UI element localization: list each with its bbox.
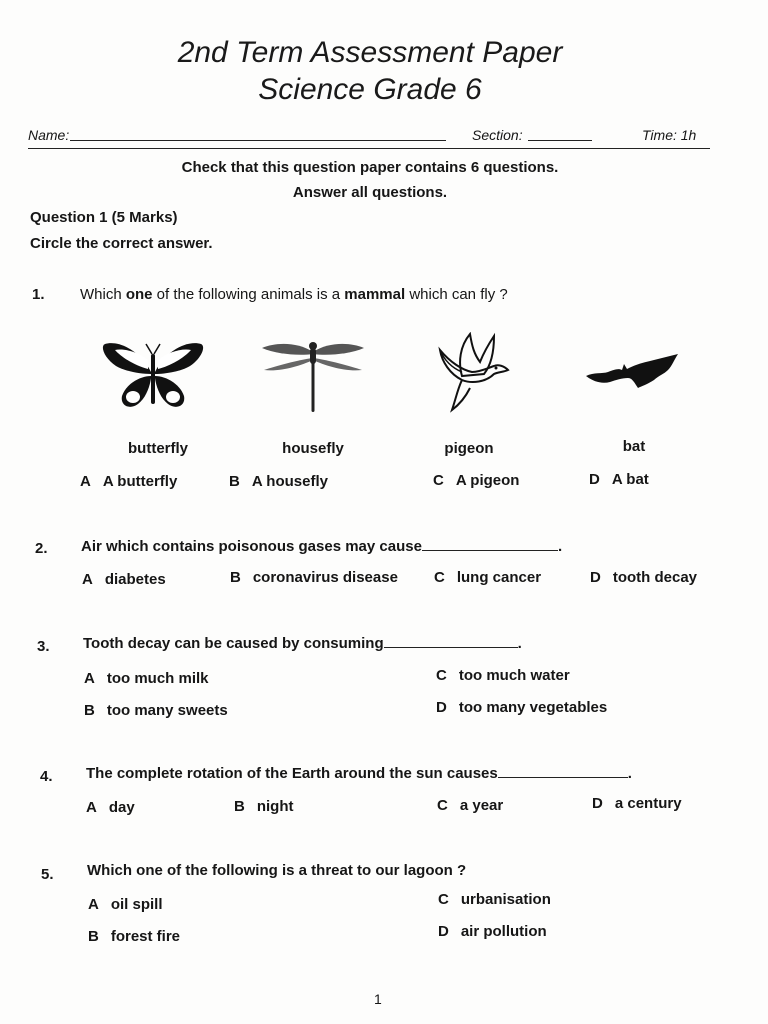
name-label: Name: bbox=[28, 127, 70, 143]
page-number: 1 bbox=[374, 991, 382, 1007]
option-5d[interactable]: D air pollution bbox=[438, 923, 547, 940]
paper-title: 2nd Term Assessment Paper bbox=[177, 36, 563, 69]
option-2d[interactable]: D tooth decay bbox=[590, 569, 698, 586]
item-text-3: Tooth decay can be caused by consuming . bbox=[83, 635, 522, 652]
option-2c[interactable]: C lung cancer bbox=[434, 569, 542, 586]
item-text-5: Which one of the following is a threat to our lagoon ? bbox=[87, 862, 467, 879]
animal-label-butterfly: butterfly bbox=[128, 440, 188, 457]
option-2b[interactable]: B coronavirus disease bbox=[230, 569, 398, 586]
butterfly-icon bbox=[100, 340, 206, 412]
option-5b[interactable]: B forest fire bbox=[88, 928, 181, 945]
option-5c[interactable]: C urbanisation bbox=[438, 891, 551, 908]
answer-blank-3[interactable] bbox=[384, 635, 518, 648]
option-3d[interactable]: D too many vegetables bbox=[436, 699, 608, 716]
bat-icon bbox=[584, 352, 680, 392]
question-heading: Question 1 (5 Marks) bbox=[30, 209, 178, 226]
item-text-4: The complete rotation of the Earth around the sun causes . bbox=[86, 765, 632, 782]
section-field[interactable] bbox=[528, 127, 592, 141]
time-label: Time: 1h bbox=[642, 127, 697, 143]
option-1b[interactable]: B A housefly bbox=[229, 473, 328, 490]
header-divider bbox=[28, 148, 710, 149]
item-text-2: Air which contains poisonous gases may cause . bbox=[81, 538, 563, 555]
instruction-question-count: Check that this question paper contains 6 questions. bbox=[181, 159, 559, 176]
question-subheading: Circle the correct answer. bbox=[30, 235, 213, 252]
option-4b[interactable]: B night bbox=[234, 798, 294, 815]
instruction-answer-all: Answer all questions. bbox=[292, 184, 448, 201]
option-4c[interactable]: C a year bbox=[437, 797, 504, 814]
animal-label-housefly: housefly bbox=[282, 440, 344, 457]
option-1a[interactable]: A A butterfly bbox=[80, 473, 178, 490]
pigeon-icon bbox=[432, 332, 512, 416]
option-1c[interactable]: C A pigeon bbox=[433, 472, 520, 489]
option-4a[interactable]: A day bbox=[86, 799, 135, 816]
dragonfly-icon bbox=[258, 338, 368, 416]
item-number-3: 3. bbox=[37, 638, 50, 655]
animal-label-pigeon: pigeon bbox=[444, 440, 494, 457]
answer-blank-4[interactable] bbox=[498, 765, 628, 778]
item-number-5: 5. bbox=[41, 866, 54, 883]
name-field[interactable] bbox=[70, 127, 446, 141]
answer-blank-2[interactable] bbox=[422, 538, 558, 551]
item-number-4: 4. bbox=[40, 768, 53, 785]
option-4d[interactable]: D a century bbox=[592, 795, 682, 812]
animal-label-bat: bat bbox=[622, 438, 646, 455]
option-5a[interactable]: A oil spill bbox=[88, 896, 163, 913]
item-number-1: 1. bbox=[32, 286, 45, 303]
option-3a[interactable]: A too much milk bbox=[84, 670, 209, 687]
option-3b[interactable]: B too many sweets bbox=[84, 702, 228, 719]
item-text-1: Which one of the following animals is a mammal which can fly ? bbox=[80, 286, 508, 303]
option-1d[interactable]: D A bat bbox=[589, 471, 649, 488]
section-label: Section: bbox=[472, 127, 523, 143]
option-3c[interactable]: C too much water bbox=[436, 667, 570, 684]
item-number-2: 2. bbox=[35, 540, 48, 557]
paper-subtitle: Science Grade 6 bbox=[258, 73, 482, 106]
option-2a[interactable]: A diabetes bbox=[82, 571, 166, 588]
